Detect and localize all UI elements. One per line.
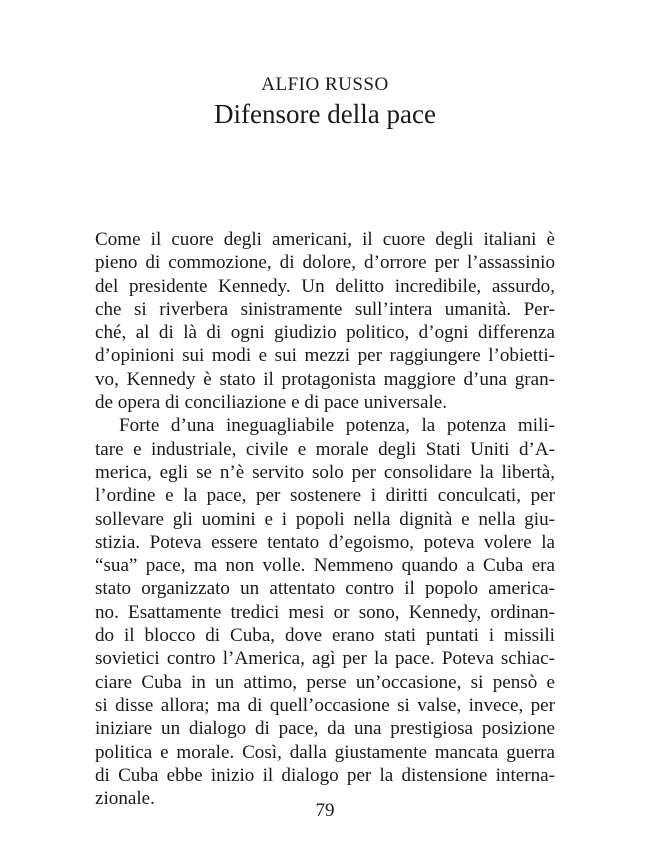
chapter-header (0, 73, 650, 130)
text-line: pieno di commozione, di dolore, d’orrore per l’assassinio (95, 252, 555, 274)
text-line: iniziare un dialogo di pace, da una prestigiosa posizione (95, 718, 555, 740)
text-line: sovietici contro l’America, agì per la pace. Poteva schiac- (95, 648, 555, 670)
text-line: Come il cuore degli americani, il cuore degli italiani è (95, 229, 555, 250)
text-line: “sua” pace, ma non volle. Nemmeno quando a Cuba era (95, 555, 555, 577)
text-line: ciare Cuba in un attimo, perse un’occasione, si pensò e (95, 671, 555, 693)
text-line: tare e industriale, civile e morale degli Stati Uniti d’A- (95, 438, 555, 460)
paragraph (95, 228, 555, 414)
text-line: stizia. Poteva essere tentato d’egoismo, poteva volere la (95, 531, 555, 553)
text-line: che si riverbera sinistramente sull’intera umanità. Per- (95, 298, 555, 320)
text-line: si disse allora; ma di quell’occasione si valse, invece, per (95, 694, 555, 716)
text-line: ché, al di là di ogni giudizio politico, d’ogni differenza (95, 322, 555, 344)
text-line: sollevare gli uomini e i popoli nella dignità e nella giu- (95, 508, 555, 530)
text-line: merica, egli se n’è servito solo per consolidare la libertà, (95, 461, 555, 483)
text-line: Forte d’una ineguagliabile potenza, la potenza mili- (119, 415, 555, 437)
text-line: di Cuba ebbe inizio il dialogo per la distensione interna- (95, 764, 555, 786)
body-text (95, 228, 555, 810)
author-name: ALFIO RUSSO (261, 74, 389, 95)
text-line: no. Esattamente tredici mesi or sono, Kennedy, ordinan- (95, 601, 555, 623)
text-line: stato organizzato un attentato contro il popolo america- (95, 578, 555, 600)
text-line: do il blocco di Cuba, dove erano stati puntati i missili (95, 625, 555, 647)
chapter-title: Difensore della pace (214, 99, 436, 129)
text-line: l’ordine e la pace, per sostenere i diritti conculcati, per (95, 485, 555, 507)
text-line: vo, Kennedy è stato il protagonista maggiore d’una gran- (95, 368, 555, 390)
text-line: d’opinioni sui modi e sui mezzi per raggiungere l’obietti- (95, 345, 555, 367)
text-line: zionale. (95, 788, 155, 810)
paragraph (95, 414, 555, 810)
text-line: politica e morale. Così, dalla giustamente mancata guerra (95, 741, 555, 763)
text-line: de opera di conciliazione e di pace universale. (95, 392, 448, 414)
page-number: 79 (315, 800, 335, 821)
text-line: del presidente Kennedy. Un delitto incredibile, assurdo, (95, 275, 555, 297)
